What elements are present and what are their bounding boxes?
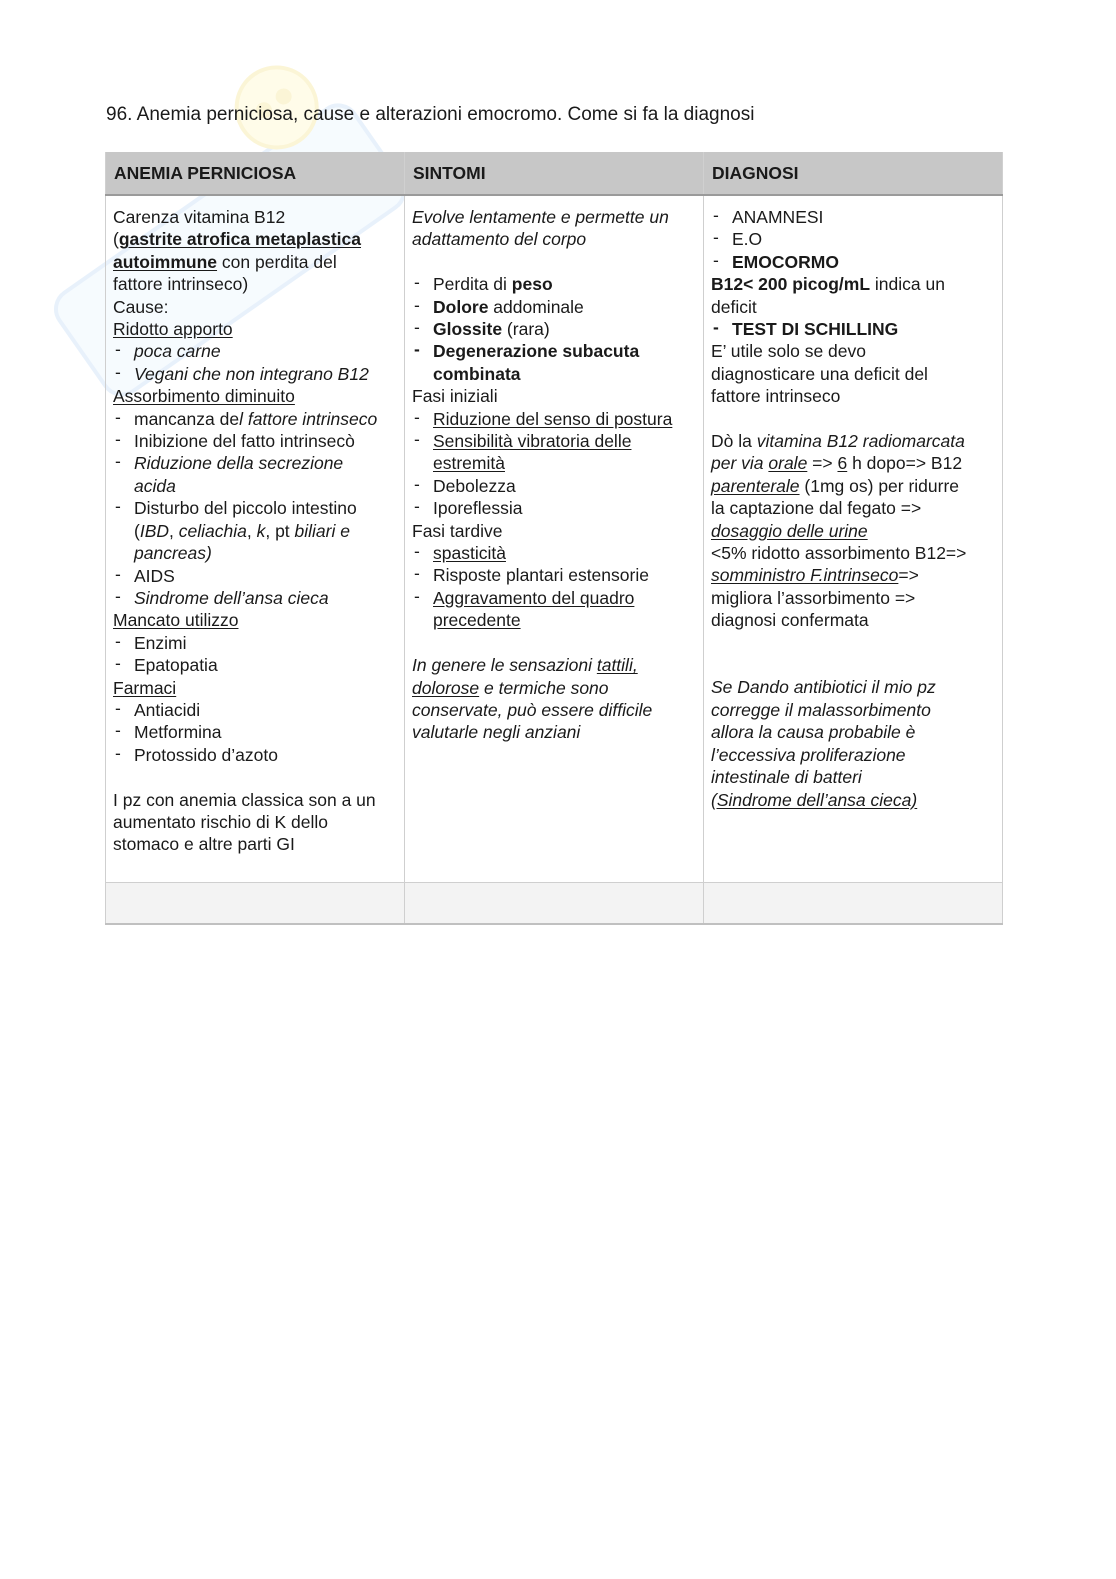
header-sintomi: SINTOMI xyxy=(405,152,704,195)
cell-anemia: Carenza vitamina B12 (gastrite atrofica metaplastica autoimmune con perdita del fattore intrinseco) Cause: Ridotto apporto - poca carne - Vegani che non integrano B12 Assorbimento diminuito - mancanza del fattore intrinseco - Inibizione del fatto intrinsecò - Riduzione della secrezione acida - Disturbo del piccolo intestino (IBD, celiachia, k, pt biliari e pancreas) - AIDS - Sindrome dell’ansa cieca Mancato utilizzo - Enzimi - Epatopatia Farmaci - Antiacidi - Metformina - Protossido d’azoto I pz con anemia classica son a un aumentato rischio di K dello stomaco e altre parti GI xyxy=(106,195,405,882)
cell-diagnosi: - ANAMNESI - E.O - EMOCORMO B12< 200 picog/mL indica un deficit - TEST DI SCHILLING E’ utile solo se devo diagnosticare una deficit del fattore intrinseco Dò la vitamina B12 radiomarcata per via orale => 6 h dopo=> B12 parenterale (1mg os) per ridurre la captazione dal fegato => dosaggio delle urine <5% ridotto assorbimento B12=> somministro F.intrinseco=> migliora l’assorbimento => diagnosi confermata Se Dando antibiotici il mio pz corregge il malassorbimento allora la causa probabile è l’eccessiva proliferazione intestinale di batteri (Sindrome dell’ansa cieca) xyxy=(704,195,1003,882)
anemia-table xyxy=(105,152,1003,925)
table-row-empty xyxy=(106,882,1003,924)
empty-cell xyxy=(405,882,704,924)
empty-cell xyxy=(106,882,405,924)
cell-sintomi: Evolve lentamente e permette un adattamento del corpo - Perdita di peso - Dolore addominale - Glossite (rara) - Degenerazione subacuta combinata Fasi iniziali - Riduzione del senso di postura - Sensibilità vibratoria delle estremità - Debolezza - Iporeflessia Fasi tardive - spasticità - Risposte plantari estensorie - Aggravamento del quadro precedente In genere le sensazioni tattili, dolorose e termiche sono conservate, può essere difficile valutarle negli anziani xyxy=(405,195,704,882)
empty-cell xyxy=(704,882,1003,924)
header-diagnosi: DIAGNOSI xyxy=(704,152,1003,195)
page-title: 96. Anemia perniciosa, cause e alterazioni emocromo. Come si fa la diagnosi xyxy=(106,104,755,125)
header-anemia: ANEMIA PERNICIOSA xyxy=(106,152,405,195)
